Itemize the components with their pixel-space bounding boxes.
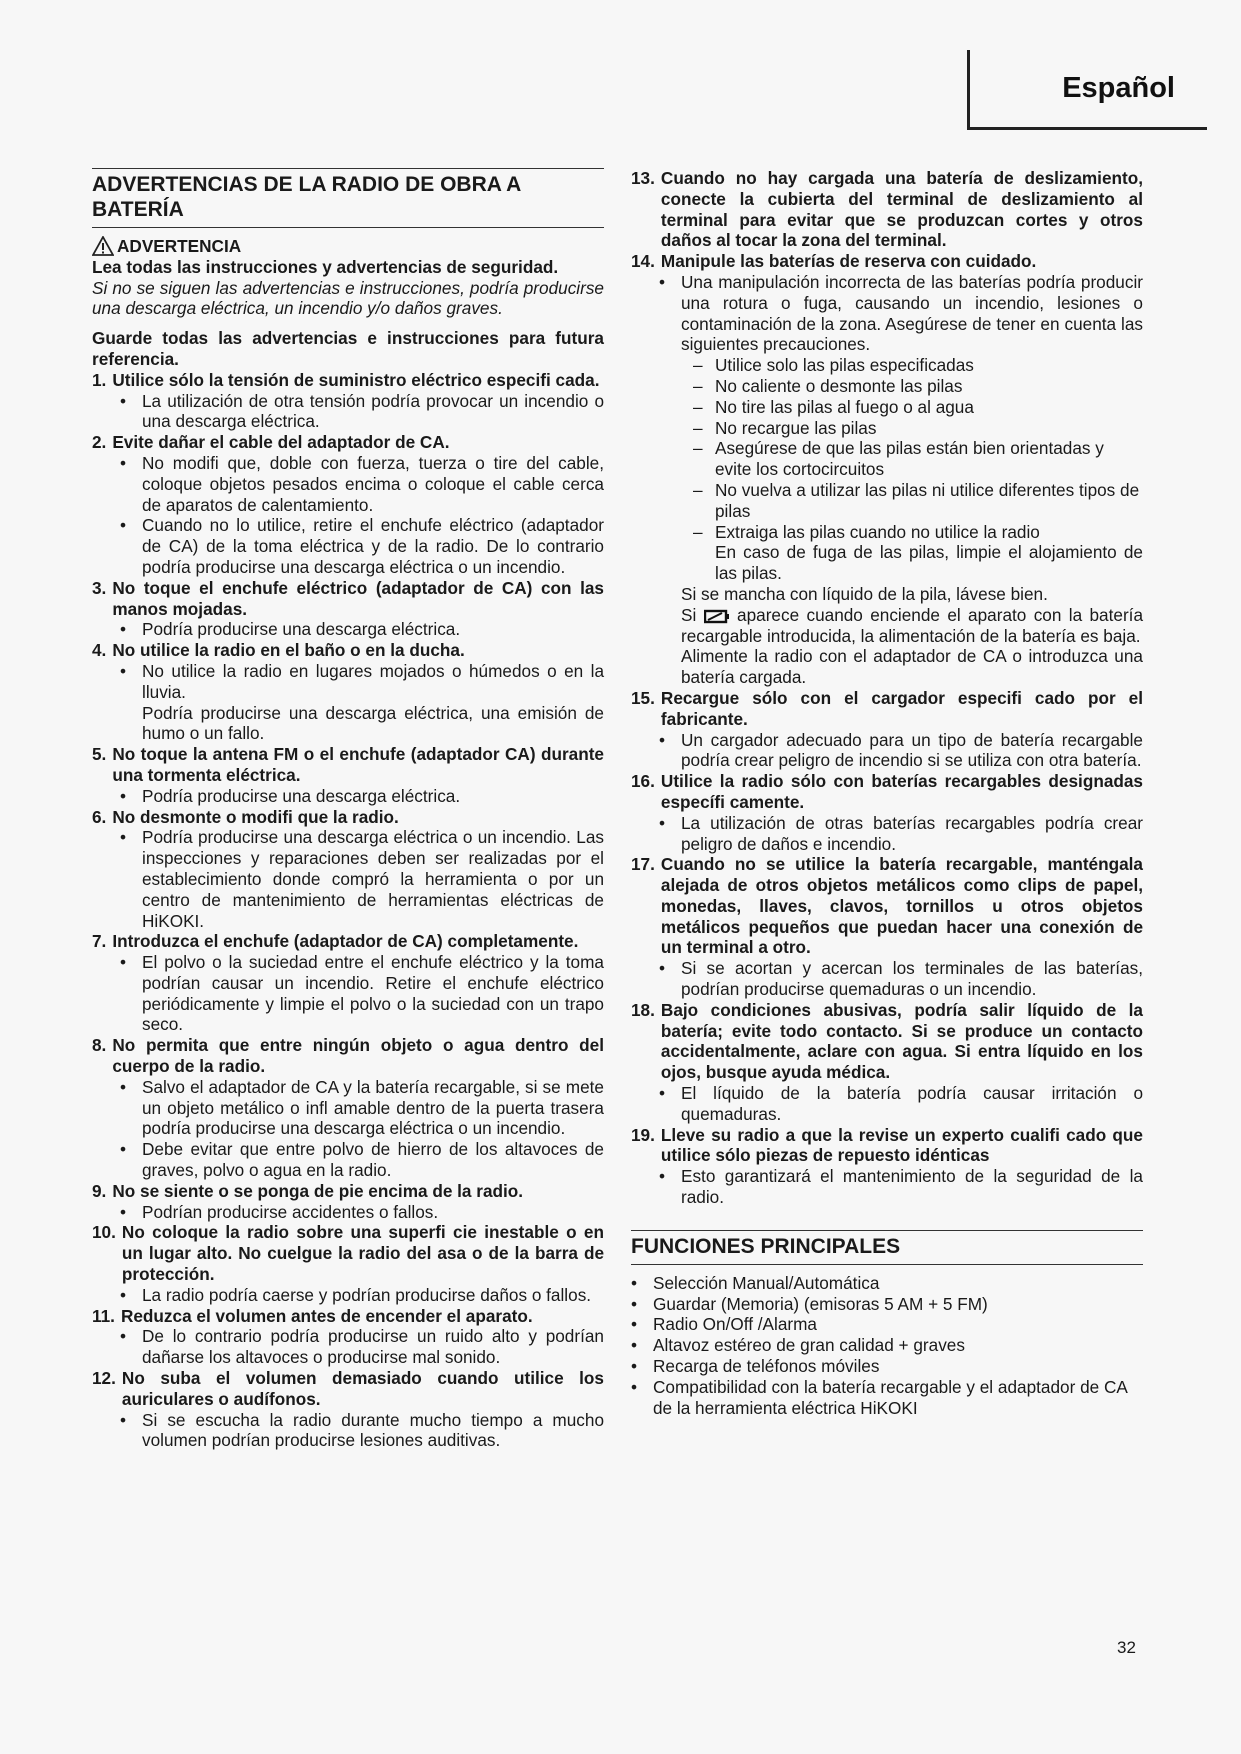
section-title-warnings: ADVERTENCIAS DE LA RADIO DE OBRA A BATERÍA [92, 168, 604, 228]
bullet: • Podría producirse una descarga eléctrica. [120, 619, 461, 640]
bullet: • De lo contrario podría producirse un ruido alto y podrían dañarse los altavoces o producirse mal sonido. [120, 1326, 604, 1368]
warning-item: 6. No desmonte o modifi que la radio. [92, 806, 399, 827]
bullet: • El líquido de la batería podría causar irritación o quemaduras. [659, 1083, 1143, 1124]
bullet: • La utilización de otra tensión podría provocar un incendio o una descarga eléctrica. [120, 390, 604, 432]
warning-item: 19. Lleve su radio a que la revise un experto cualifi cado que utilice sólo piezas de repuesto idénticas [631, 1124, 1143, 1166]
warning-item: 4. No utilice la radio en el baño o en la ducha. [92, 640, 465, 661]
bullet: • No utilice la radio en lugares mojados o húmedos o en la lluvia. [120, 660, 604, 702]
warning-item: 3. No toque el enchufe eléctrico (adaptador de CA) con las manos mojadas. [92, 577, 604, 619]
dash-item: – No vuelva a utilizar las pilas ni utilice diferentes tipos de pilas [693, 479, 1140, 521]
low-battery-icon [704, 608, 730, 624]
feature-item: • Selección Manual/Automática [631, 1272, 880, 1293]
warning-item: 11. Reduzca el volumen antes de encender el aparato. [92, 1305, 533, 1326]
bullet: • La utilización de otras baterías recargables podría crear peligro de daños e incendio. [659, 812, 1143, 854]
keep-all-text: Guarde todas las advertencias e instrucciones para futura referencia. [92, 328, 604, 369]
page-number: 32 [1117, 1638, 1136, 1657]
bullet: • Esto garantizará el mantenimiento de la seguridad de la radio. [659, 1166, 1143, 1208]
warning-item: 1. Utilice sólo la tensión de suministro eléctrico especifi cada. [92, 369, 600, 390]
warning-label: ADVERTENCIA [117, 236, 242, 256]
feature-item: • Recarga de teléfonos móviles [631, 1356, 880, 1377]
warning-item: 8. No permita que entre ningún objeto o agua dentro del cuerpo de la radio. [92, 1035, 604, 1077]
bullet: • Podrían producirse accidentes o fallos. [120, 1201, 439, 1222]
warning-item: 16. Utilice la radio sólo con baterías recargables designadas específi camente. [631, 771, 1143, 812]
warning-item: 17. Cuando no se utilice la batería recargable, manténgala alejada de otros objetos metálicos como clips de papel, monedas, llaves, clavos, tornillos u otros objetos metálicos pequeños que puedan hacer una conexión de un terminal a otro. [631, 854, 1143, 958]
bullet: • Cuando no lo utilice, retire el enchufe eléctrico (adaptador de CA) de la toma eléctrica y de la radio. De lo contrario podría producirse una descarga eléctrica o un incendio. [120, 515, 604, 577]
dash-item: – No caliente o desmonte las pilas [693, 375, 963, 396]
warning-item: 13. Cuando no hay cargada una batería de deslizamiento, conecte la cubierta del terminal de deslizamiento al terminal para evitar que se produzcan cortes y otros daños al tocar la zona del terminal. [631, 168, 1143, 251]
warning-header [92, 236, 604, 257]
dash-item: – No tire las pilas al fuego o al agua [693, 396, 974, 417]
bullet-continuation: Podría producirse una descarga eléctrica, una emisión de humo o un fallo. [142, 702, 604, 744]
feed-text: Alimente la radio con el adaptador de CA o introduzca una batería cargada. [681, 646, 1143, 688]
dash-item: – No recargue las pilas [693, 417, 877, 438]
feature-item: • Compatibilidad con la batería recargable y el adaptador de CA de la herramienta eléctrica HiKOKI [631, 1376, 1127, 1418]
dash-item: – Utilice solo las pilas especificadas [693, 355, 974, 376]
bullet: • Podría producirse una descarga eléctrica. [120, 785, 461, 806]
feature-item: • Altavoz estéreo de gran calidad + graves [631, 1335, 965, 1356]
bullet: • Salvo el adaptador de CA y la batería recargable, si se mete un objeto metálico o infl amable dentro de la puerta trasera podría producirse una descarga eléctrica o un incendio. [120, 1076, 604, 1139]
feature-item: • Radio On/Off /Alarma [631, 1314, 817, 1335]
warning-item: 18. Bajo condiciones abusivas, podría salir líquido de la batería; evite todo contacto. Si se produce un contacto accidentalmente, aclare con agua. Si entra líquido en los ojos, busque ayuda médica. [631, 999, 1143, 1083]
low-battery-text: Si aparece cuando enciende el aparato con la batería recargable introducida, la alimentación de la batería es baja. [681, 604, 1143, 646]
dash-item: – Extraiga las pilas cuando no utilice la radio [693, 521, 1040, 542]
bullet: • Un cargador adecuado para un tipo de batería recargable podría crear peligro de incendio si se utiliza con otra batería. [659, 729, 1143, 771]
stain-text: Si se mancha con líquido de la pila, lávese bien. [681, 583, 1048, 604]
if-not-followed-text: Si no se siguen las advertencias e instrucciones, podría producirse una descarga eléctrica, un incendio y/o daños graves. [92, 277, 604, 319]
section-title-features: FUNCIONES PRINCIPALES [631, 1230, 1143, 1265]
language-label: Español [1062, 72, 1175, 104]
warning-item: 9. No se siente o se ponga de pie encima de la radio. [92, 1180, 524, 1201]
dash-item: – Asegúrese de que las pilas están bien orientadas y evite los cortocircuitos [693, 438, 1104, 480]
leak-text: En caso de fuga de las pilas, limpie el alojamiento de las pilas. [715, 542, 1143, 584]
warning-item: 10. No coloque la radio sobre una superfi cie inestable o en un lugar alto. No cuelgue la radio del asa o de la barra de protección. [92, 1222, 604, 1285]
bullet: • La radio podría caerse y podrían producirse daños o fallos. [120, 1284, 592, 1305]
left-column [92, 168, 604, 1451]
warning-item: 12. No suba el volumen demasiado cuando utilice los auriculares o audífonos. [92, 1368, 604, 1409]
warning-item: 15. Recargue sólo con el cargador especifi cado por el fabricante. [631, 687, 1143, 729]
bullet: • Una manipulación incorrecta de las baterías podría producir una rotura o fuga, causando un incendio, lesiones o contaminación de la zona. Asegúrese de tener en cuenta las siguientes precauciones. [659, 271, 1143, 355]
warning-triangle-icon [92, 236, 114, 256]
bullet: • No modifi que, doble con fuerza, tuerza o tire del cable, coloque objetos pesados encima o coloque el cable cerca de aparatos de calentamiento. [120, 452, 604, 515]
warning-item: 14. Manipule las baterías de reserva con cuidado. [631, 251, 1037, 272]
bullet: • Si se acortan y acercan los terminales de las baterías, podrían producirse quemaduras o un incendio. [659, 958, 1143, 1000]
bullet: • El polvo o la suciedad entre el enchufe eléctrico y la toma podrían causar un incendio. Retire el enchufe eléctrico periódicamente y limpie el polvo o la suciedad con un trapo seco. [120, 952, 604, 1035]
read-all-text: Lea todas las instrucciones y advertencias de seguridad. [92, 256, 559, 277]
feature-item: • Guardar (Memoria) (emisoras 5 AM + 5 FM) [631, 1293, 988, 1314]
bullet: • Podría producirse una descarga eléctrica o un incendio. Las inspecciones y reparaciones deben ser realizadas por el establecimiento donde compró la herramienta o por un centro de mantenimiento de herramientas eléctricas de HiKOKI. [120, 827, 604, 931]
bullet: • Si se escucha la radio durante mucho tiempo a mucho volumen podrían producirse lesiones auditivas. [120, 1409, 604, 1451]
warning-item: 2. Evite dañar el cable del adaptador de CA. [92, 432, 450, 453]
warning-item: 5. No toque la antena FM o el enchufe (adaptador CA) durante una tormenta eléctrica. [92, 744, 604, 785]
warning-item: 7. Introduzca el enchufe (adaptador de CA) completamente. [92, 931, 579, 952]
right-column [631, 168, 1143, 1418]
bullet: • Debe evitar que entre polvo de hierro de los altavoces de graves, polvo o agua en la radio. [120, 1139, 604, 1181]
